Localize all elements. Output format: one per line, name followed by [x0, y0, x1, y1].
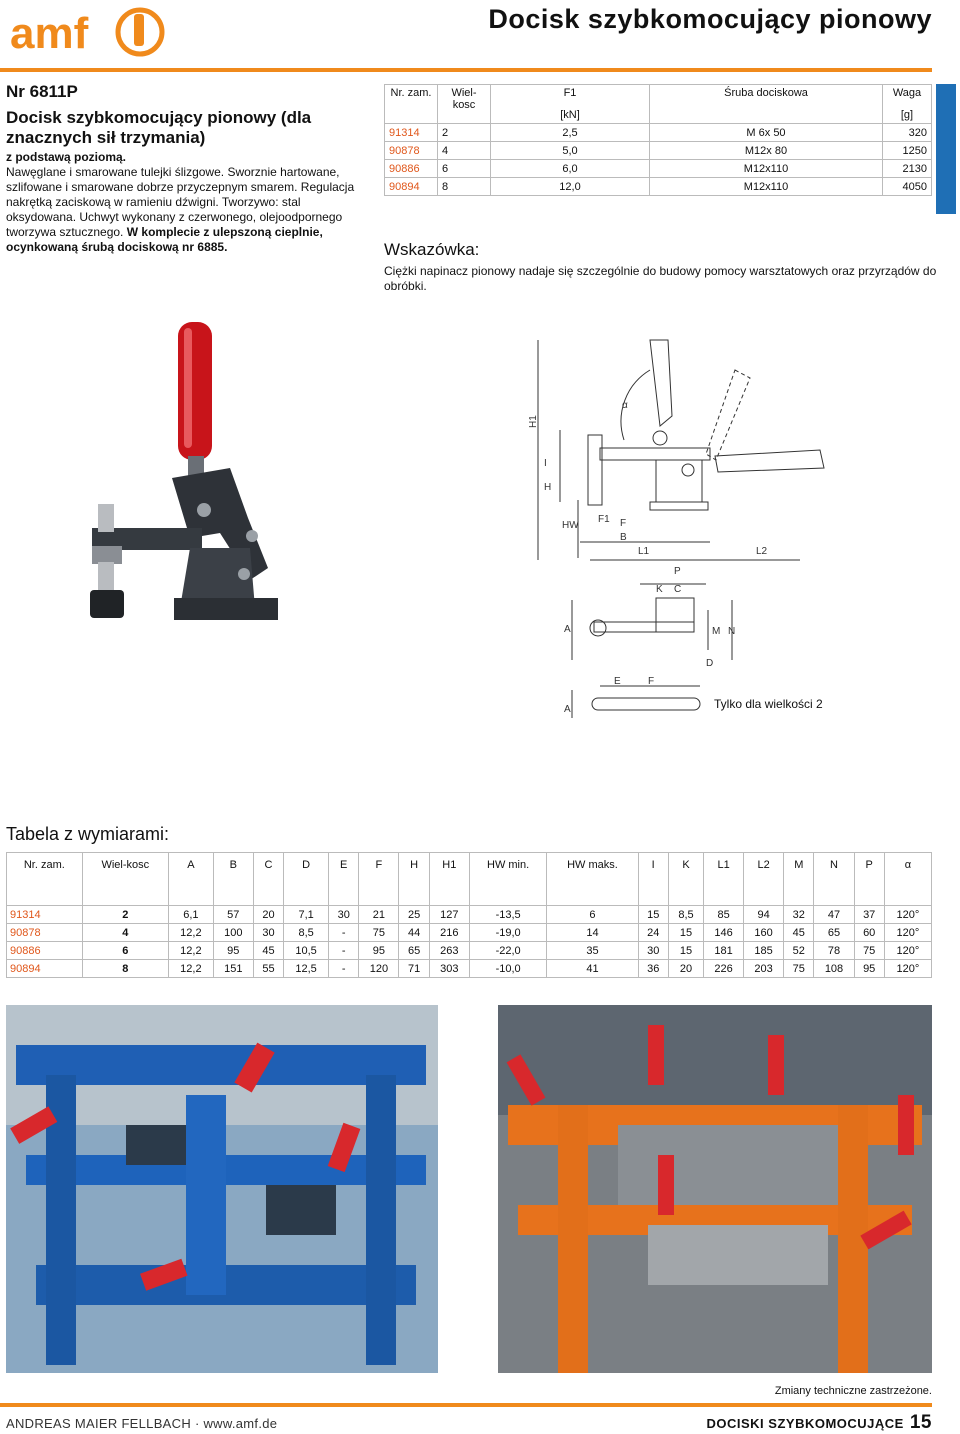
dim-value: 57: [213, 906, 253, 924]
product-description-text: Nawęglane i smarowane tulejki ślizgowe. Sworznie hartowane, szlifowane i smarowane dobrze przyczepnym smarem. Regulacja nakrętką zaciskową w ramieniu dźwigni. Tworzywo: stal oksydowana. Uchwyt wykonany z czerwonego, olejoodpornego tworzywa sztucznego.: [6, 165, 355, 239]
dim-value: 52: [784, 942, 814, 960]
col-nr: Nr. zam.: [385, 85, 438, 124]
logo-text: amf: [10, 9, 89, 58]
dim-value: 30: [253, 924, 283, 942]
dim-col-header: Wiel-kosc: [82, 853, 168, 906]
dim-value: 24: [638, 924, 668, 942]
dim-value: 120: [359, 960, 399, 978]
dim-value: 95: [854, 960, 884, 978]
dim-value: 6,1: [168, 906, 213, 924]
dim-value: -: [329, 924, 359, 942]
dim-value: 12,2: [168, 960, 213, 978]
dim-value: 65: [399, 942, 429, 960]
screw: M12x110: [650, 160, 883, 178]
screw: M 6x 50: [650, 124, 883, 142]
dim-value: 95: [213, 942, 253, 960]
dim-value: 120°: [884, 942, 931, 960]
dim-value: 75: [359, 924, 399, 942]
drawing-note: Tylko dla wielkości 2: [714, 697, 823, 711]
dim-col-header: α: [884, 853, 931, 906]
dim-value: 25: [399, 906, 429, 924]
dim-a-2: A: [564, 704, 571, 715]
dim-value: 10,5: [284, 942, 329, 960]
application-photo-orange-fixture: [498, 1005, 932, 1373]
dim-value: 120°: [884, 960, 931, 978]
dim-value: 160: [744, 924, 784, 942]
dim-value: 12,2: [168, 942, 213, 960]
dim-value: 15: [638, 906, 668, 924]
dim-k: K: [656, 584, 663, 595]
hint-heading: Wskazówka:: [384, 240, 480, 259]
dim-h: H: [544, 482, 552, 493]
dim-value: 37: [854, 906, 884, 924]
dim-value: 185: [744, 942, 784, 960]
col-weight-unit: [g]: [900, 109, 914, 121]
dim-p: P: [674, 566, 681, 577]
dim-col-header: M: [784, 853, 814, 906]
order-no: 90894: [385, 178, 438, 196]
weight: 320: [883, 124, 932, 142]
dim-value: 15: [668, 924, 703, 942]
screw: M12x110: [650, 178, 883, 196]
col-weight: [883, 85, 932, 124]
dim-value: 263: [429, 942, 469, 960]
col-screw: Śruba dociskowa: [650, 85, 883, 124]
dim-value: 20: [253, 906, 283, 924]
dim-f-2: F: [648, 676, 655, 687]
product-description: [6, 150, 356, 255]
dim-b: B: [620, 532, 627, 543]
footer-section: [707, 1412, 933, 1434]
dim-value: 127: [429, 906, 469, 924]
dim-value: 75: [854, 942, 884, 960]
dim-value: 203: [744, 960, 784, 978]
dimension-table: [6, 852, 932, 978]
dim-value: 226: [704, 960, 744, 978]
footer-company: ANDREAS MAIER FELLBACH · www.amf.de: [6, 1416, 278, 1431]
product-description-bold: W komplecie z ulepszoną cieplnie, ocynkowaną śrubą dociskową nr 6885.: [6, 225, 323, 254]
dim-value: 20: [668, 960, 703, 978]
dim-value: 8,5: [668, 906, 703, 924]
dim-value: 30: [638, 942, 668, 960]
dim-value: -19,0: [469, 924, 547, 942]
dim-value: 14: [547, 924, 638, 942]
order-no: 90894: [7, 960, 83, 978]
dim-value: 2: [82, 906, 168, 924]
weight: 2130: [883, 160, 932, 178]
dim-col-header: Nr. zam.: [7, 853, 83, 906]
page-title: Docisk szybkomocujący pionowy: [488, 4, 932, 34]
dim-col-header: L2: [744, 853, 784, 906]
dim-value: 47: [814, 906, 854, 924]
dim-col-header: D: [284, 853, 329, 906]
dim-col-header: F: [359, 853, 399, 906]
order-no: 90878: [7, 924, 83, 942]
f1: 6,0: [491, 160, 650, 178]
dim-value: 45: [253, 942, 283, 960]
dim-value: 8,5: [284, 924, 329, 942]
dim-value: 7,1: [284, 906, 329, 924]
dim-col-header: K: [668, 853, 703, 906]
dim-col-header: P: [854, 853, 884, 906]
size: 8: [438, 178, 491, 196]
dim-col-header: E: [329, 853, 359, 906]
col-size: Wiel-kosc: [438, 85, 491, 124]
dim-value: -: [329, 942, 359, 960]
dim-value: 6: [547, 906, 638, 924]
order-no: 90886: [385, 160, 438, 178]
dimension-table-heading: Tabela z wymiarami:: [6, 824, 170, 844]
dim-value: 146: [704, 924, 744, 942]
table-row: [7, 960, 932, 978]
dim-value: 120°: [884, 924, 931, 942]
dim-value: 6: [82, 942, 168, 960]
dim-value: 4: [82, 924, 168, 942]
product-number: Nr 6811P: [6, 82, 78, 101]
order-no: 91314: [7, 906, 83, 924]
dim-col-header: L1: [704, 853, 744, 906]
dim-value: 303: [429, 960, 469, 978]
f1: 12,0: [491, 178, 650, 196]
product-subtitle: z podstawą poziomą.: [6, 150, 127, 164]
dim-i: I: [544, 458, 547, 469]
section-tab-marker: [936, 84, 956, 214]
clamp-photo: [80, 318, 300, 648]
top-rule: [0, 68, 932, 72]
footer-section-title: DOCISKI SZYBKOMOCUJĄCE: [706, 1416, 904, 1431]
dim-f1: F1: [598, 514, 610, 525]
dim-value: 8: [82, 960, 168, 978]
dim-a: A: [564, 624, 571, 635]
order-no: 90886: [7, 942, 83, 960]
size: 6: [438, 160, 491, 178]
dim-value: 85: [704, 906, 744, 924]
order-no: 91314: [385, 124, 438, 142]
col-weight-label: Waga: [892, 87, 922, 99]
hint-text: Ciężki napinacz pionowy nadaje się szczególnie do budowy pomocy warsztatowych oraz przyrządów do obróbki.: [384, 264, 937, 293]
dim-value: 78: [814, 942, 854, 960]
dim-col-header: N: [814, 853, 854, 906]
table-row: [385, 178, 932, 196]
dim-col-header: HW min.: [469, 853, 547, 906]
dim-l2: L2: [756, 546, 768, 557]
size: 2: [438, 124, 491, 142]
dim-value: 41: [547, 960, 638, 978]
dim-col-header: B: [213, 853, 253, 906]
dim-value: 108: [814, 960, 854, 978]
dim-value: 65: [814, 924, 854, 942]
product-name: Docisk szybkomocujący pionowy (dla znacznych sił trzymania): [6, 108, 312, 147]
dim-alpha: α: [622, 400, 628, 411]
col-f1-label: F1: [563, 87, 577, 99]
dim-col-header: I: [638, 853, 668, 906]
dim-value: 35: [547, 942, 638, 960]
dim-value: 32: [784, 906, 814, 924]
table-row: [7, 924, 932, 942]
table-row: [7, 906, 932, 924]
dim-f: F: [620, 518, 627, 529]
table-row: [7, 942, 932, 960]
dim-value: 44: [399, 924, 429, 942]
dim-value: 100: [213, 924, 253, 942]
dim-value: 15: [668, 942, 703, 960]
dim-value: -22,0: [469, 942, 547, 960]
dim-d: D: [706, 658, 714, 669]
dim-value: 71: [399, 960, 429, 978]
dim-value: -10,0: [469, 960, 547, 978]
dim-h1: H1: [528, 415, 539, 428]
dim-value: 55: [253, 960, 283, 978]
dim-value: 120°: [884, 906, 931, 924]
weight: 1250: [883, 142, 932, 160]
dim-value: 95: [359, 942, 399, 960]
weight: 4050: [883, 178, 932, 196]
dim-value: 75: [784, 960, 814, 978]
dim-value: 60: [854, 924, 884, 942]
dim-value: -13,5: [469, 906, 547, 924]
dim-col-header: H1: [429, 853, 469, 906]
dim-value: 181: [704, 942, 744, 960]
dim-value: 45: [784, 924, 814, 942]
dim-hw: HW: [562, 520, 579, 531]
dim-col-header: H: [399, 853, 429, 906]
dim-value: -: [329, 960, 359, 978]
amf-logo: [8, 4, 168, 58]
technical-drawing: [520, 330, 840, 720]
dim-value: 12,2: [168, 924, 213, 942]
dim-m: M: [712, 626, 721, 637]
dim-col-header: C: [253, 853, 283, 906]
dim-l1: L1: [638, 546, 650, 557]
table-row: [385, 124, 932, 142]
col-f1-unit: [kN]: [560, 109, 580, 121]
dim-value: 12,5: [284, 960, 329, 978]
dim-value: 21: [359, 906, 399, 924]
bottom-rule: [0, 1403, 932, 1407]
f1: 5,0: [491, 142, 650, 160]
dim-value: 216: [429, 924, 469, 942]
dim-value: 30: [329, 906, 359, 924]
dim-e: E: [614, 676, 621, 687]
size: 4: [438, 142, 491, 160]
dim-col-header: A: [168, 853, 213, 906]
dim-col-header: HW maks.: [547, 853, 638, 906]
dim-value: 94: [744, 906, 784, 924]
page-number: 15: [909, 1412, 932, 1433]
table-row: [385, 160, 932, 178]
order-no: 90878: [385, 142, 438, 160]
col-f1: [491, 85, 650, 124]
f1: 2,5: [491, 124, 650, 142]
application-photo-blue-fixture: [6, 1005, 438, 1373]
dim-value: 151: [213, 960, 253, 978]
dim-n: N: [728, 626, 736, 637]
dim-c: C: [674, 584, 682, 595]
technical-changes-note: Zmiany techniczne zastrzeżone.: [774, 1385, 932, 1397]
screw: M12x 80: [650, 142, 883, 160]
order-table: [384, 84, 932, 196]
table-row: [385, 142, 932, 160]
dim-value: 36: [638, 960, 668, 978]
